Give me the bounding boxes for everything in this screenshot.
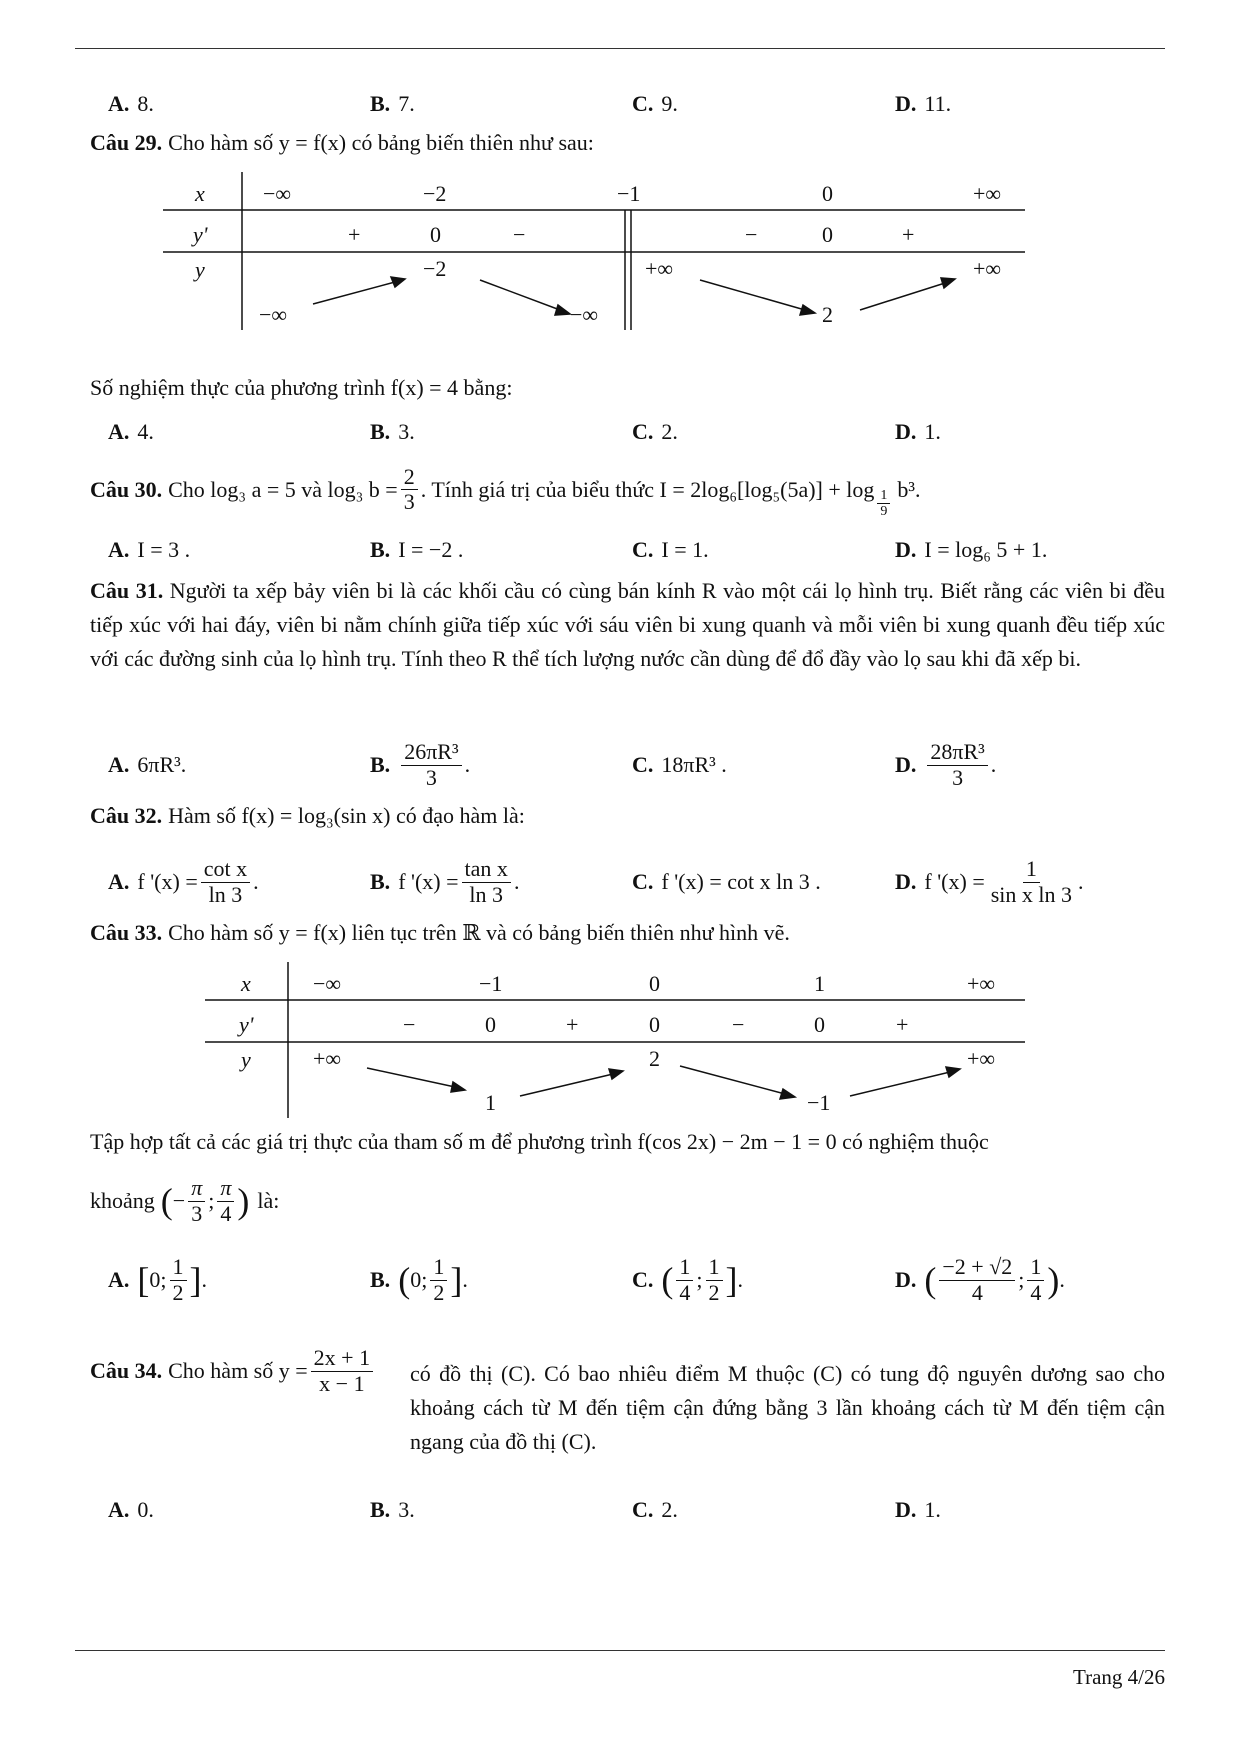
header-rule bbox=[75, 48, 1165, 49]
q33-question-line1: Tập hợp tất cả các giá trị thực của tham số m để phương trình f(cos 2x) − 2m − 1 = 0 có nghiệm thuộc bbox=[90, 1129, 989, 1154]
q29-x-3: 0 bbox=[822, 181, 833, 206]
q33-y-0: +∞ bbox=[313, 1046, 342, 1071]
q29-yp-1: 0 bbox=[430, 222, 441, 247]
q28-option-d: 11. bbox=[924, 91, 952, 116]
q28-option-b: 7. bbox=[398, 91, 415, 116]
q29-option-b: 3. bbox=[398, 419, 415, 444]
q33-question-line2: khoảng ( − $\frac{\pi}{3}$ ; $\frac{\pi}{4}$ ) là: bbox=[90, 1175, 280, 1226]
q33-option-b: $\frac{1}{2}$ bbox=[430, 1255, 447, 1304]
q30-option-a: I = 3 . bbox=[137, 537, 191, 562]
q33-arrow-2 bbox=[520, 1074, 613, 1096]
q32-option-c: f '(x) = cot x ln 3 . bbox=[661, 869, 821, 894]
q33-yp-0: − bbox=[403, 1012, 416, 1037]
q33-y-3: −1 bbox=[807, 1090, 831, 1115]
q33-row-label-y: y bbox=[241, 1047, 251, 1072]
q30-text-a: Cho log₃ a = 5 và log₃ b = bbox=[168, 476, 398, 502]
q32-label: Câu 32. bbox=[90, 803, 163, 828]
q33-interval-right: $\frac{\pi}{4}$ bbox=[217, 1176, 234, 1225]
q30-text-b: . Tính giá trị của biểu thức I = 2log₆[log₅(5a)] + log bbox=[420, 476, 875, 502]
q30-option-b: I = −2 . bbox=[398, 537, 464, 562]
q33-x-0: −∞ bbox=[313, 971, 342, 996]
q33-yp-3: 0 bbox=[649, 1012, 660, 1037]
q33-yp-1: 0 bbox=[485, 1012, 496, 1037]
q31-option-c: 18πR³ . bbox=[661, 752, 727, 777]
q30-log-base: $\frac{1}{9}$ bbox=[877, 488, 890, 520]
q34-option-b: 3. bbox=[398, 1497, 415, 1522]
q29-option-d: 1. bbox=[924, 419, 941, 444]
q33-stem bbox=[90, 920, 790, 946]
q30-option-c: I = 1. bbox=[661, 537, 709, 562]
q32-option-a: $\frac{\text{cot x}}{\ln 3}$ bbox=[201, 857, 250, 906]
q31-option-d: $\frac{\text{28πR³}}{3}$ bbox=[927, 740, 987, 789]
q29-option-a: 4. bbox=[137, 419, 154, 444]
q34-options: A. 0. B. 3. C. 2. D. 1. bbox=[108, 1497, 941, 1522]
q32-option-b: $\frac{\text{tan x}}{\ln 3}$ bbox=[462, 857, 511, 906]
q34-stem-line1: Câu 34. Cho hàm số y = $\frac{2x + 1}{x - 1}$ bbox=[90, 1340, 376, 1402]
q29-yp-3: − bbox=[745, 222, 758, 247]
q31-option-b: $\frac{\text{26πR³}}{3}$ bbox=[401, 740, 461, 789]
page-number: Trang 4/26 bbox=[1073, 1665, 1165, 1689]
q32-options: A. f '(x) = $\frac{\text{cot x}}{\ln 3}$ . B. f '(x) = $\frac{\text{tan x}}{\ln 3}$ . C. f '(x) = cot x ln 3 . D. f '(x) = $\frac{1}{\text{sin x ln 3}}$ . bbox=[108, 856, 1084, 907]
q29-y-2: −∞ bbox=[570, 302, 599, 327]
q29-arrow-1 bbox=[313, 282, 395, 304]
footer-rule bbox=[75, 1650, 1165, 1651]
q33-y-2: 2 bbox=[649, 1046, 660, 1071]
q29-yp-2: − bbox=[513, 222, 526, 247]
q33-interval-left: $\frac{\pi}{3}$ bbox=[188, 1176, 205, 1225]
q29-arrow-3 bbox=[700, 280, 805, 310]
q33-arrow-3 bbox=[680, 1066, 785, 1094]
q33-x-4: +∞ bbox=[967, 971, 996, 996]
q29-y-0: −∞ bbox=[259, 302, 288, 327]
q33-option-d-right: $\frac{1}{4}$ bbox=[1027, 1255, 1044, 1304]
q29-yp-5: + bbox=[902, 222, 915, 247]
q33-yp-6: + bbox=[896, 1012, 909, 1037]
q33-x-1: −1 bbox=[479, 971, 503, 996]
q29-arrow-2 bbox=[480, 280, 560, 310]
q30-text-c: b³. bbox=[897, 476, 921, 502]
q33-variation-table bbox=[195, 960, 1035, 1120]
q33-option-c-left: $\frac{1}{4}$ bbox=[676, 1255, 693, 1304]
q33-option-c-right: $\frac{1}{2}$ bbox=[706, 1255, 723, 1304]
q28-option-a: 8. bbox=[137, 91, 154, 116]
q30-fraction: $\frac{2}{3}$ bbox=[401, 465, 418, 514]
q32-text: Hàm số f(x) = log₃(sin x) có đạo hàm là: bbox=[168, 803, 525, 828]
q29-row-label-y: y bbox=[195, 257, 205, 282]
q33-x-2: 0 bbox=[649, 971, 660, 996]
q33-row-label-yprime: y' bbox=[239, 1012, 254, 1037]
q34-function-fraction: $\frac{2x + 1}{x - 1}$ bbox=[311, 1346, 373, 1395]
q33-yp-2: + bbox=[566, 1012, 579, 1037]
q30-option-d: I = log₆ 5 + 1. bbox=[924, 537, 1048, 562]
q29-x-1: −2 bbox=[423, 181, 447, 206]
q29-text: Cho hàm số y = f(x) có bảng biến thiên như sau: bbox=[168, 130, 594, 155]
q34-text: có đồ thị (C). Có bao nhiêu điểm M thuộc (C) có tung độ nguyên dương sao cho khoảng cách từ M đến tiệm cận đứng bằng 3 lần khoảng cách từ M đến tiệm cận ngang của đồ thị (C). bbox=[410, 1361, 1165, 1454]
q29-y-4: 2 bbox=[822, 302, 833, 327]
q33-x-3: 1 bbox=[814, 971, 825, 996]
q29-option-c: 2. bbox=[661, 419, 678, 444]
q29-row-label-x: x bbox=[195, 181, 205, 206]
q30-options: A. I = 3 . B. I = −2 . C. I = 1. D. I = log₆ 5 + 1. bbox=[108, 537, 1048, 562]
q33-y-1: 1 bbox=[485, 1090, 496, 1115]
q29-question: Số nghiệm thực của phương trình f(x) = 4 bằng: bbox=[90, 375, 513, 400]
q29-x-4: +∞ bbox=[973, 181, 1002, 206]
q28-option-c: 9. bbox=[661, 91, 678, 116]
q33-options: A. [ 0; $\frac{1}{2}$ ] . B. ( 0; $\frac{1}{2}$ ] . C. ( $\frac{1}{4}$ ; $\frac{1}{2}$ ] . D. ( $\frac{-2 + √2}{4}$ ; $\frac{1}{4}$ ) . bbox=[108, 1254, 1065, 1305]
q33-arrow-1 bbox=[367, 1068, 455, 1087]
q33-yp-5: 0 bbox=[814, 1012, 825, 1037]
q31-option-a: 6πR³. bbox=[137, 752, 187, 777]
q31-options: A. 6πR³. B. $\frac{\text{26πR³}}{3}$ . C. 18πR³ . D. $\frac{\text{28πR³}}{3}$ . bbox=[108, 739, 997, 790]
q34-option-a: 0. bbox=[137, 1497, 154, 1522]
q33-option-d-left: $\frac{-2 + √2}{4}$ bbox=[939, 1255, 1015, 1304]
q29-options: A. 4. B. 3. C. 2. D. 1. bbox=[108, 419, 941, 444]
q29-label: Câu 29. bbox=[90, 130, 163, 155]
q29-row-label-yprime: y' bbox=[193, 222, 208, 247]
q29-stem bbox=[90, 130, 594, 156]
q33-yp-4: − bbox=[732, 1012, 745, 1037]
q28-options: A. 8. B. 7. C. 9. D. 11. bbox=[108, 91, 952, 116]
q29-y-1: −2 bbox=[423, 256, 447, 281]
q29-y-5: +∞ bbox=[973, 256, 1002, 281]
q29-yp-0: + bbox=[348, 222, 361, 247]
q34-option-c: 2. bbox=[661, 1497, 678, 1522]
q33-text: Cho hàm số y = f(x) liên tục trên ℝ và có bảng biến thiên như hình vẽ. bbox=[168, 920, 790, 945]
q32-option-d: $\frac{1}{\text{sin x ln 3}}$ bbox=[990, 856, 1073, 907]
q34-label: Câu 34. bbox=[90, 1358, 163, 1383]
q33-arrow-4 bbox=[850, 1072, 950, 1096]
q31-text: Người ta xếp bảy viên bi là các khối cầu có cùng bán kính R vào một cái lọ hình trụ. Biết rằng các viên bi đều tiếp xúc với hai đáy, viên bi nằm chính giữa tiếp xúc với sáu viên bi xung quanh và mỗi viên bi xung quanh đều tiếp xúc với các đường sinh của lọ hình trụ. Tính theo R thể tích lượng nước cần dùng để đổ đầy vào lọ sau khi đã xếp bi. bbox=[90, 578, 1166, 671]
q30-stem bbox=[90, 460, 921, 520]
q29-yp-4: 0 bbox=[822, 222, 833, 247]
q29-arrow-4 bbox=[860, 283, 945, 310]
q30-label: Câu 30. bbox=[90, 476, 163, 502]
q29-y-3: +∞ bbox=[645, 256, 674, 281]
q33-row-label-x: x bbox=[241, 971, 251, 996]
q31-label: Câu 31. bbox=[90, 578, 164, 603]
q29-x-0: −∞ bbox=[263, 181, 292, 206]
q33-label: Câu 33. bbox=[90, 920, 163, 945]
q29-variation-table bbox=[155, 170, 1035, 335]
q32-stem bbox=[90, 803, 525, 829]
q29-x-2: −1 bbox=[617, 181, 641, 206]
q34-option-d: 1. bbox=[924, 1497, 941, 1522]
q31-stem bbox=[90, 574, 1165, 676]
q33-y-4: +∞ bbox=[967, 1046, 996, 1071]
q33-option-a: $\frac{1}{2}$ bbox=[170, 1255, 187, 1304]
